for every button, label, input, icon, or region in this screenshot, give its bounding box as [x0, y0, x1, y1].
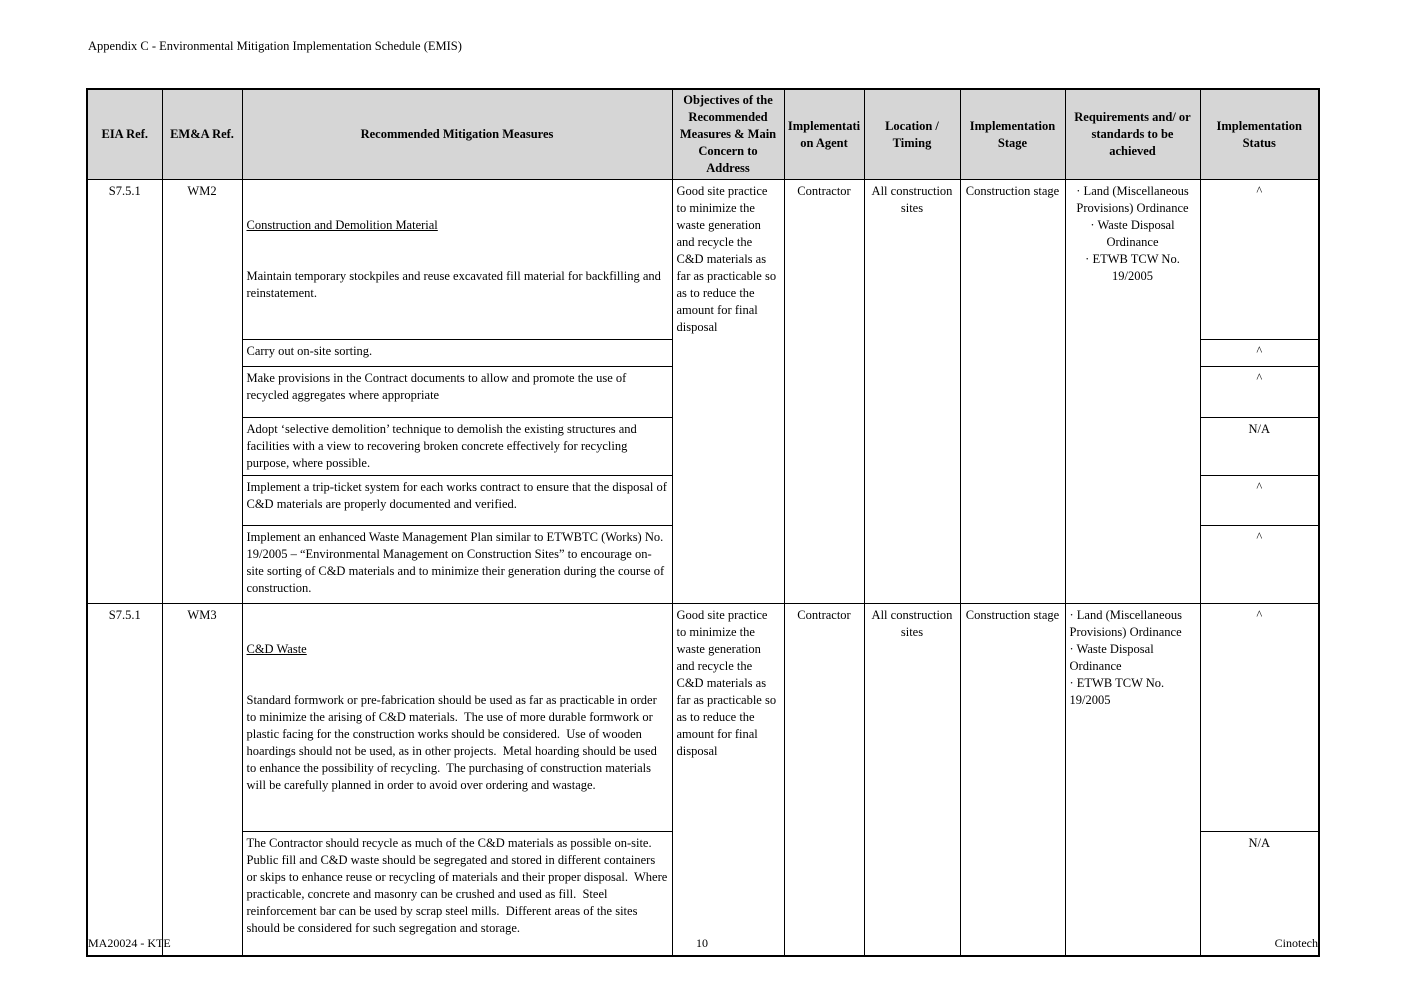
table-header-row [87, 89, 1319, 180]
status-cell: N/A [1200, 418, 1319, 476]
table-row [87, 180, 1319, 340]
footer-company: Cinotech [1274, 936, 1318, 950]
measure-heading: C&D Waste [246, 642, 307, 656]
requirements-cell [1065, 180, 1200, 604]
measure-cell: Carry out on-site sorting. [242, 340, 672, 367]
page-title: Appendix C - Environmental Mitigation Implementation Schedule (EMIS) [88, 39, 462, 53]
measure-cell: Implement an enhanced Waste Management Plan similar to ETWBTC (Works) No. 19/2005 – “Environmental Management on Construction Sites” to encourage on-site sorting of C&D materials and to minimize their generation during the course of construction. [242, 526, 672, 604]
ema-ref-cell: WM2 [162, 180, 242, 604]
col-header-location-timing: Location / Timing [864, 89, 960, 180]
col-header-status: Implementation Status [1200, 89, 1319, 180]
col-header-ema-ref: EM&A Ref. [162, 89, 242, 180]
col-header-measures: Recommended Mitigation Measures [242, 89, 672, 180]
status-cell: ^ [1200, 476, 1319, 526]
measure-cell: Implement a trip-ticket system for each works contract to ensure that the disposal of C&D materials are properly documented and verified. [242, 476, 672, 526]
measure-cell: Make provisions in the Contract documents to allow and promote the use of recycled aggregates where appropriate [242, 367, 672, 418]
location-timing-cell: All construction sites [864, 180, 960, 604]
status-cell: ^ [1200, 180, 1319, 340]
requirements-cell [1065, 604, 1200, 956]
measure-cell: The Contractor should recycle as much of the C&D materials as possible on-site. Public fill and C&D waste should be segregated and stored in different containers or skips to enhance reuse or recycling of materials and their proper disposal. Where practicable, concrete and masonry can be crushed and used as fill. Steel reinforcement bar can be used by scrap steel mills. Different areas of the sites should be considered for such segregation and storage. [242, 832, 672, 956]
requirement-item: · Land (Miscellaneous Provisions) Ordinance [1069, 608, 1182, 639]
table-row [87, 604, 1319, 832]
objectives-cell: Good site practice to minimize the waste generation and recycle the C&D materials as far as practicable so as to reduce the amount for final disposal [672, 180, 784, 604]
agent-cell: Contractor [784, 180, 864, 604]
status-cell: N/A [1200, 832, 1319, 956]
footer-page-number: 10 [696, 936, 708, 950]
measure-heading: Construction and Demolition Material [246, 218, 438, 232]
emis-table [86, 88, 1320, 957]
col-header-agent: Implementati on Agent [784, 89, 864, 180]
col-header-eia-ref: EIA Ref. [87, 89, 162, 180]
requirement-item: · Waste Disposal Ordinance [1090, 218, 1175, 249]
measure-text: Maintain temporary stockpiles and reuse excavated fill material for backfilling and reinstatement. [246, 269, 665, 300]
requirement-item: · ETWB TCW No. 19/2005 [1069, 676, 1165, 707]
status-cell: ^ [1200, 604, 1319, 832]
footer-doc-ref: MA20024 - KTE [88, 936, 171, 950]
status-cell: ^ [1200, 526, 1319, 604]
status-cell: ^ [1200, 340, 1319, 367]
col-header-objectives: Objectives of the Recommended Measures & Main Concern to Address [672, 89, 784, 180]
requirement-item: · Waste Disposal Ordinance [1069, 642, 1154, 673]
col-header-stage: Implementation Stage [960, 89, 1065, 180]
objectives-cell: Good site practice to minimize the waste generation and recycle the C&D materials as far as practicable so as to reduce the amount for final disposal [672, 604, 784, 956]
eia-ref-cell: S7.5.1 [87, 604, 162, 956]
requirement-item: · Land (Miscellaneous Provisions) Ordinance [1076, 184, 1189, 215]
stage-cell: Construction stage [960, 604, 1065, 956]
stage-cell: Construction stage [960, 180, 1065, 604]
measure-cell [242, 180, 672, 340]
status-cell: ^ [1200, 367, 1319, 418]
ema-ref-cell: WM3 [162, 604, 242, 956]
requirement-item: · ETWB TCW No. 19/2005 [1085, 252, 1180, 283]
eia-ref-cell: S7.5.1 [87, 180, 162, 604]
measure-text: Standard formwork or pre-fabrication should be used as far as practicable in order to minimize the arising of C&D materials. The use of more durable formwork or plastic facing for the construction works should be considered. Use of wooden hoardings should not be used, as in other projects. Metal hoarding should be used to enhance the possibility of recycling. The purchasing of construction materials will be carefully planned in order to avoid over ordering and wastage. [246, 693, 660, 792]
measure-cell [242, 604, 672, 832]
location-timing-cell: All construction sites [864, 604, 960, 956]
col-header-requirements: Requirements and/ or standards to be achieved [1065, 89, 1200, 180]
measure-cell: Adopt ‘selective demolition’ technique to demolish the existing structures and facilities with a view to recovering broken concrete effectively for recycling purpose, where possible. [242, 418, 672, 476]
agent-cell: Contractor [784, 604, 864, 956]
